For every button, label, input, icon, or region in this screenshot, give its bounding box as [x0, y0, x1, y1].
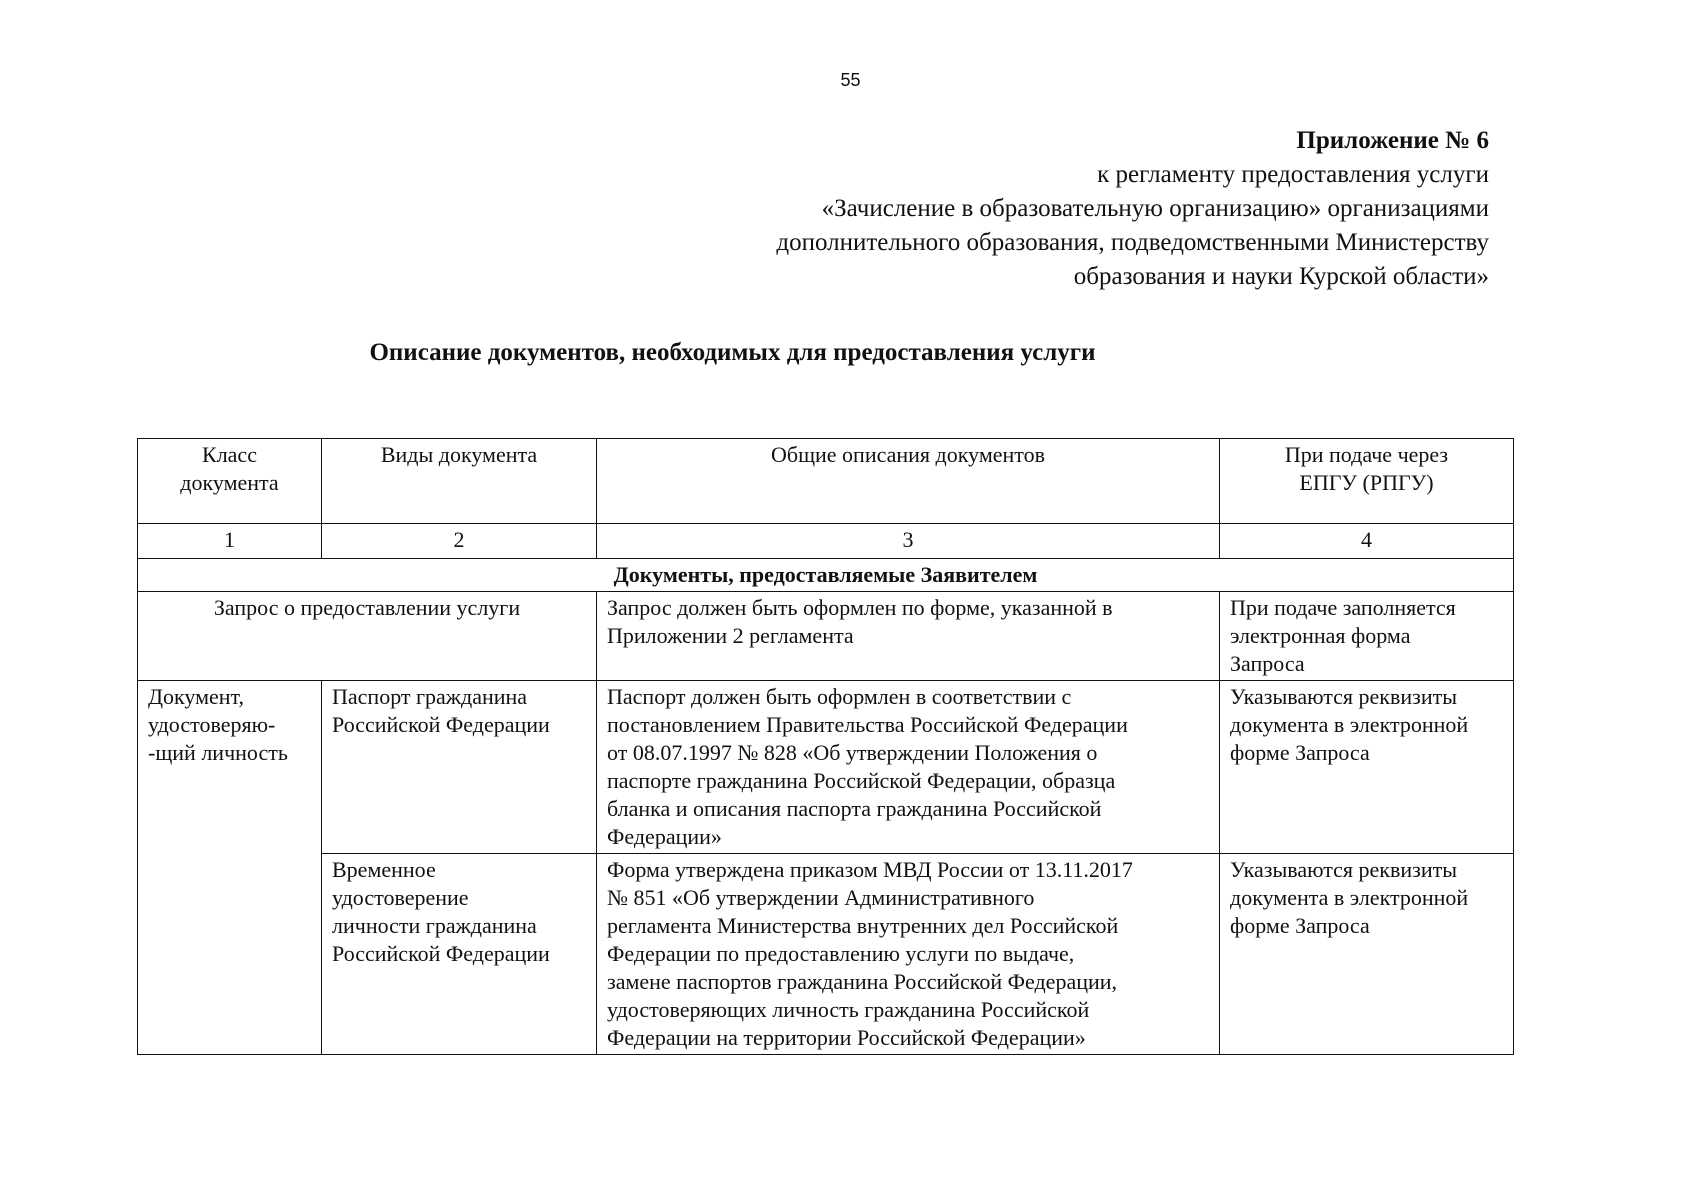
cell-line: форме Запроса	[1230, 740, 1370, 765]
header-text: При подаче через	[1284, 442, 1449, 467]
header-submission	[1220, 439, 1514, 524]
header-class	[138, 439, 322, 524]
request-submission	[1220, 592, 1514, 681]
header-text: Виды документа	[380, 442, 538, 467]
cell-line: Приложении 2 регламента	[607, 623, 854, 648]
cell-line: Указываются реквизиты	[1230, 857, 1457, 882]
page-number: 55	[840, 70, 861, 90]
cell-line: документа в электронной	[1230, 885, 1469, 910]
cell-line: Федерации по предоставлению услуги по выдаче,	[607, 941, 1075, 966]
cell-line: Российской Федерации	[332, 712, 550, 737]
passport-type	[322, 681, 597, 854]
appendix-title: Приложение № 6	[1296, 127, 1489, 154]
cell-line: постановлением Правительства Российской Федерации	[607, 712, 1128, 737]
cell-line: бланка и описания паспорта гражданина Российской	[607, 796, 1102, 821]
cell-line: Российской Федерации	[332, 941, 550, 966]
temporary-id-type	[322, 854, 597, 1055]
passport-submission	[1220, 681, 1514, 854]
cell-line: личности гражданина	[332, 913, 537, 938]
appendix-line: дополнительного образования, подведомственными Министерству	[776, 229, 1489, 256]
column-number-row	[138, 524, 1514, 559]
section-row	[138, 559, 1514, 592]
cell-line: Документ,	[148, 684, 245, 709]
cell-line: удостоверяю-	[148, 712, 276, 737]
cell-line: форме Запроса	[1230, 913, 1370, 938]
cell-line: Федерации»	[607, 824, 722, 849]
cell-line: удостоверение	[332, 885, 469, 910]
cell-line: паспорте гражданина Российской Федерации, образца	[607, 768, 1116, 793]
appendix-line: образования и науки Курской области»	[1073, 263, 1489, 290]
header-text: Класс	[202, 442, 257, 467]
header-row	[138, 439, 1514, 524]
request-type: Запрос о предоставлении услуги	[138, 592, 597, 681]
cell-line: Форма утверждена приказом МВД России от 13.11.2017	[607, 857, 1133, 882]
cell-line: Федерации на территории Российской Федерации»	[607, 1025, 1086, 1050]
cell-line: При подаче заполняется	[1230, 595, 1456, 620]
header-description	[597, 439, 1220, 524]
header-text: ЕПГУ (РПГУ)	[1299, 470, 1434, 495]
cell-line: регламента Министерства внутренних дел Российской	[607, 913, 1119, 938]
appendix-block	[776, 124, 1489, 294]
cell-line: замене паспортов гражданина Российской Федерации,	[607, 969, 1118, 994]
cell-line: Временное	[332, 857, 436, 882]
passport-description	[597, 681, 1220, 854]
cell-line: электронная форма	[1230, 623, 1411, 648]
cell-line: № 851 «Об утверждении Административного	[607, 885, 1035, 910]
table-row	[138, 854, 1514, 1055]
section-title: Документы, предоставляемые Заявителем	[138, 559, 1514, 592]
document-title: Описание документов, необходимых для предоставления услуги	[369, 339, 1096, 366]
identity-class	[138, 681, 322, 1055]
cell-line: Паспорт должен быть оформлен в соответствии с	[607, 684, 1072, 709]
cell-line: Указываются реквизиты	[1230, 684, 1457, 709]
cell-line: удостоверяющих личность гражданина Российской	[607, 997, 1090, 1022]
temporary-id-description	[597, 854, 1220, 1055]
cell-line: -щий личность	[148, 740, 288, 765]
cell-line: Запроса	[1230, 651, 1305, 676]
column-number: 3	[597, 524, 1220, 559]
header-text: Общие описания документов	[770, 442, 1046, 467]
column-number: 2	[322, 524, 597, 559]
cell-line: Паспорт гражданина	[332, 684, 528, 709]
cell-line: документа в электронной	[1230, 712, 1469, 737]
cell-line: Запрос должен быть оформлен по форме, указанной в	[607, 595, 1113, 620]
appendix-line: к регламенту предоставления услуги	[1097, 161, 1489, 188]
column-number: 4	[1220, 524, 1514, 559]
cell-line: от 08.07.1997 № 828 «Об утверждении Положения о	[607, 740, 1098, 765]
header-type	[322, 439, 597, 524]
table-row	[138, 681, 1514, 854]
temporary-id-submission	[1220, 854, 1514, 1055]
appendix-line: «Зачисление в образовательную организацию» организациями	[821, 195, 1489, 222]
documents-table	[137, 438, 1514, 1055]
request-description	[597, 592, 1220, 681]
header-text: документа	[180, 470, 279, 495]
column-number: 1	[138, 524, 322, 559]
table-row	[138, 592, 1514, 681]
